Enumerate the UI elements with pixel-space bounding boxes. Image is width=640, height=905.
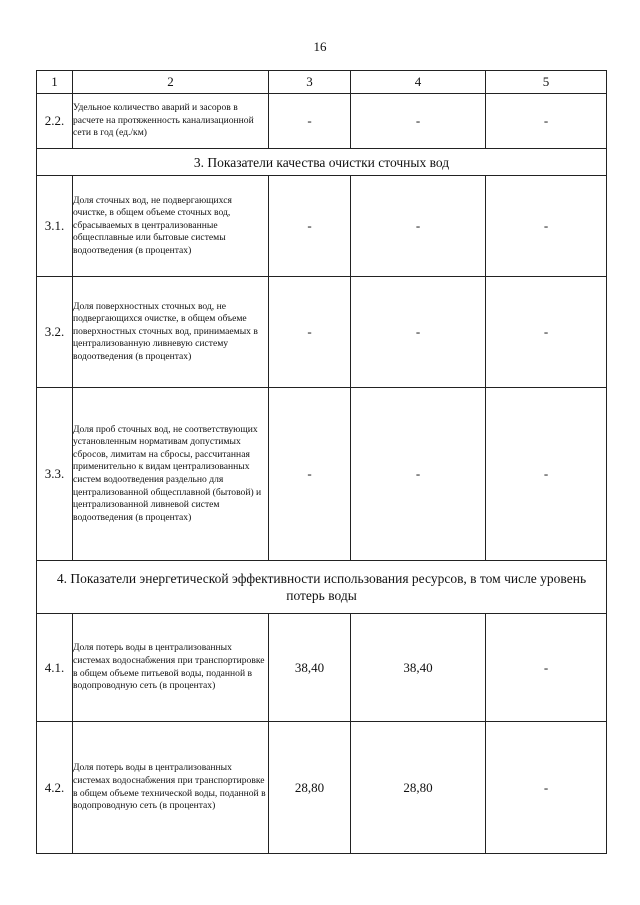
row-description: Удельное количество аварий и засоров в расчете на протяженность канализационной сети в год (ед./км): [73, 94, 269, 149]
section-title: 4. Показатели энергетической эффективности использования ресурсов, в том числе уровень потерь воды: [37, 561, 607, 614]
column-header: 4: [351, 71, 486, 94]
table-row: [37, 277, 607, 388]
section-row: [37, 149, 607, 176]
row-description: Доля поверхностных сточных вод, не подвергающихся очистке, в общем объеме поверхностных сточных вод, принимаемых в централизованную ливневую систему водоотведения (в процентах): [73, 277, 269, 388]
value-cell: 28,80: [269, 722, 351, 854]
header-row: [37, 71, 607, 94]
value-cell: -: [269, 277, 351, 388]
value-cell: -: [486, 614, 607, 722]
table-row: [37, 94, 607, 149]
row-description: Доля сточных вод, не подвергающихся очистке, в общем объеме сточных вод, сбрасываемых в централизованные общесплавные или бытовые системы водоотведения (в процентах): [73, 176, 269, 277]
column-header: 2: [73, 71, 269, 94]
table-row: [37, 388, 607, 561]
table-row: [37, 176, 607, 277]
value-cell: -: [486, 277, 607, 388]
value-cell: 38,40: [269, 614, 351, 722]
row-number: 4.1.: [37, 614, 73, 722]
row-description: Доля потерь воды в централизованных системах водоснабжения при транспортировке в общем объеме технической воды, поданной в водопроводную сеть (в процентах): [73, 722, 269, 854]
indicators-table: [36, 70, 607, 854]
section-title: 3. Показатели качества очистки сточных вод: [37, 149, 607, 176]
row-description: Доля проб сточных вод, не соответствующих установленным нормативам допустимых сбросов, лимитам на сбросы, рассчитанная применительно к видам централизованных систем водоотведения раздельно для централизованной общесплавной (бытовой) и централизованной ливневой систем водоотведения (в процентах): [73, 388, 269, 561]
row-number: 2.2.: [37, 94, 73, 149]
column-header: 5: [486, 71, 607, 94]
value-cell: -: [351, 277, 486, 388]
value-cell: -: [351, 388, 486, 561]
value-cell: -: [351, 176, 486, 277]
value-cell: -: [486, 176, 607, 277]
value-cell: 38,40: [351, 614, 486, 722]
column-header: 3: [269, 71, 351, 94]
row-number: 3.1.: [37, 176, 73, 277]
value-cell: 28,80: [351, 722, 486, 854]
value-cell: -: [486, 94, 607, 149]
value-cell: -: [351, 94, 486, 149]
value-cell: -: [269, 388, 351, 561]
row-number: 3.2.: [37, 277, 73, 388]
table-row: [37, 722, 607, 854]
row-number: 3.3.: [37, 388, 73, 561]
value-cell: -: [269, 176, 351, 277]
section-row: [37, 561, 607, 614]
row-number: 4.2.: [37, 722, 73, 854]
value-cell: -: [486, 388, 607, 561]
table-row: [37, 614, 607, 722]
value-cell: -: [486, 722, 607, 854]
value-cell: -: [269, 94, 351, 149]
row-description: Доля потерь воды в централизованных системах водоснабжения при транспортировке в общем объеме питьевой воды, поданной в водопроводную сеть (в процентах): [73, 614, 269, 722]
page-number: 16: [313, 39, 327, 54]
column-header: 1: [37, 71, 73, 94]
